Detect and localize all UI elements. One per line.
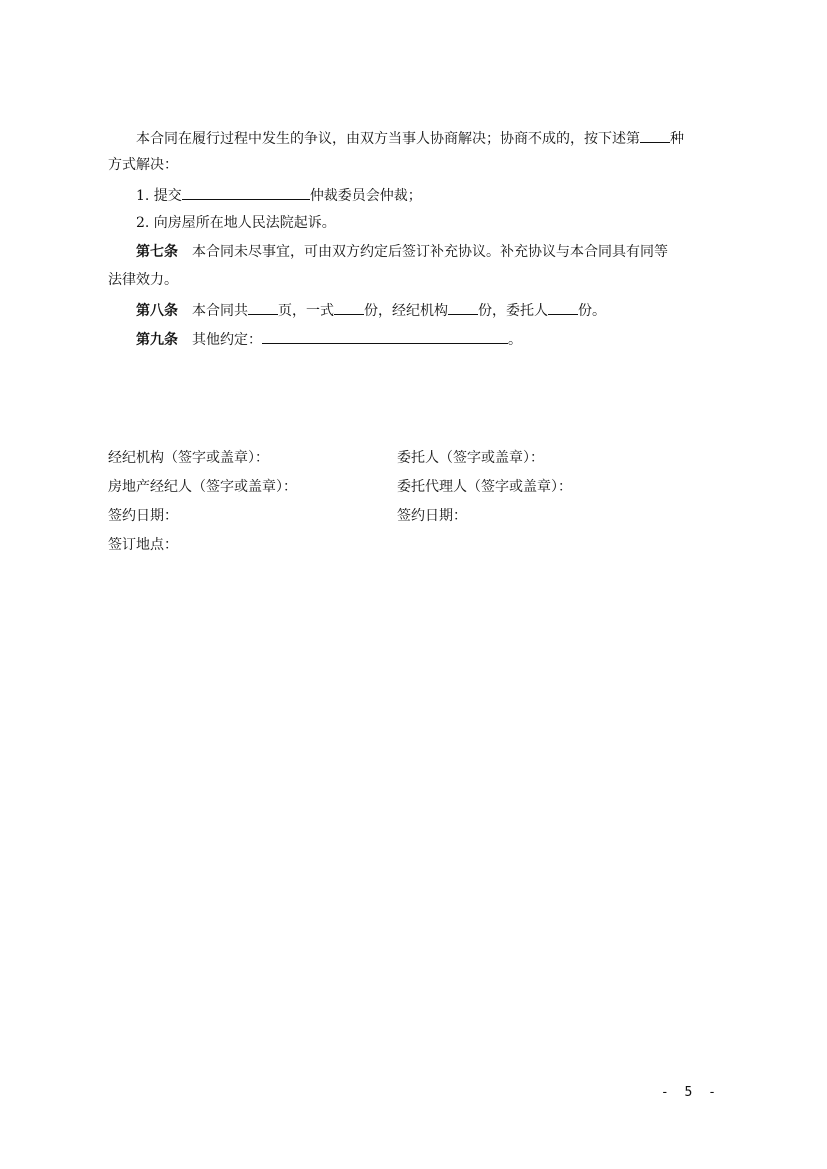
dispute-method-blank[interactable] xyxy=(640,127,670,143)
article-9-end: 。 xyxy=(508,332,522,348)
dispute-clause-line1 xyxy=(136,127,720,149)
other-terms-blank[interactable] xyxy=(262,328,508,344)
article-8-text-1: 本合同共 xyxy=(192,303,248,319)
dispute-clause-line2: 方式解决： xyxy=(108,157,178,173)
article-7-line1 xyxy=(136,242,720,262)
sign-date-right[interactable]: 签约日期： xyxy=(397,508,467,524)
dispute-clause-text: 本合同在履行过程中发生的争议，由双方当事人协商解决；协商不成的，按下述第 xyxy=(136,131,640,147)
option1-prefix: 1. 提交 xyxy=(136,188,182,204)
article-9-text: 其他约定： xyxy=(192,332,262,348)
dispute-option-1 xyxy=(136,184,720,206)
broker-org-signature[interactable]: 经纪机构（签字或盖章）： xyxy=(108,450,269,466)
client-signature[interactable]: 委托人（签字或盖章）： xyxy=(397,450,544,466)
client-copies-blank[interactable] xyxy=(548,299,578,315)
page-number: - 5 - xyxy=(660,1085,720,1100)
option1-suffix: 仲裁委员会仲裁； xyxy=(309,188,422,204)
article-8-text-3: 份，经纪机构 xyxy=(364,303,448,319)
article-9-label: 第九条 xyxy=(136,332,178,348)
article-7-label: 第七条 xyxy=(136,244,178,260)
article-8-text-4: 份，委托人 xyxy=(478,303,548,319)
copies-total-blank[interactable] xyxy=(334,299,364,315)
article-8-label: 第八条 xyxy=(136,303,178,319)
article-7-line2: 法律效力。 xyxy=(108,272,178,288)
dispute-option-2: 2. 向房屋所在地人民法院起诉。 xyxy=(136,215,336,231)
sign-place[interactable]: 签订地点： xyxy=(108,537,178,553)
article-8 xyxy=(136,299,720,321)
sign-date-left[interactable]: 签约日期： xyxy=(108,508,178,524)
article-8-text-5: 份。 xyxy=(578,303,606,319)
article-9 xyxy=(136,328,720,350)
broker-copies-blank[interactable] xyxy=(448,299,478,315)
arbitration-committee-blank[interactable] xyxy=(182,184,310,200)
dispute-clause-suffix: 种 xyxy=(670,131,684,147)
page-count-blank[interactable] xyxy=(248,299,278,315)
article-8-text-2: 页，一式 xyxy=(278,303,334,319)
client-agent-signature[interactable]: 委托代理人（签字或盖章）： xyxy=(397,479,572,495)
article-7-text: 本合同未尽事宜，可由双方约定后签订补充协议。补充协议与本合同具有同等 xyxy=(192,244,668,260)
broker-agent-signature[interactable]: 房地产经纪人（签字或盖章）： xyxy=(108,479,297,495)
